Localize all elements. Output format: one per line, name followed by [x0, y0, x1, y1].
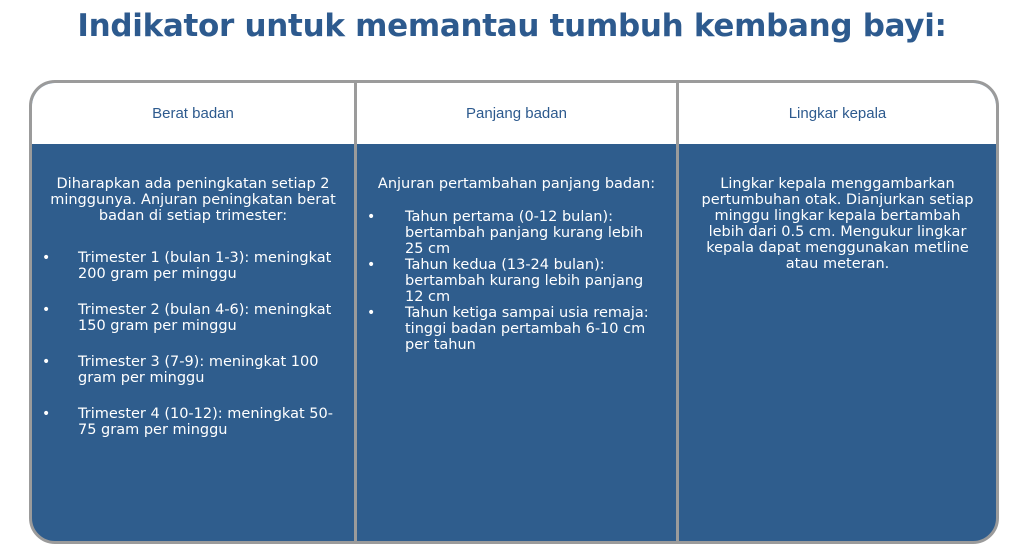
list-item: [367, 305, 666, 353]
column-weight: [32, 83, 357, 541]
column-body-length: [357, 144, 676, 353]
column-body-weight: [32, 144, 354, 438]
bullet-icon: •: [42, 406, 51, 422]
list-item: [42, 302, 344, 334]
list-item: [367, 257, 666, 305]
column-header-length: Panjang badan: [357, 83, 676, 144]
bullet-icon: •: [367, 305, 376, 321]
list-item-text: Tahun kedua (13-24 bulan): bertambah kurang lebih panjang 12 cm: [405, 257, 644, 305]
bullet-icon: •: [367, 257, 376, 273]
bullet-icon: •: [367, 209, 376, 225]
list-item: [42, 406, 344, 438]
length-list: [357, 209, 676, 353]
weight-list: [32, 250, 354, 438]
bullet-icon: •: [42, 354, 51, 370]
bullet-icon: •: [42, 250, 51, 266]
weight-intro: Diharapkan ada peningkatan setiap 2 minggunya. Anjuran peningkatan berat badan di setiap trimester:: [50, 176, 336, 224]
column-header-weight: Berat badan: [32, 83, 354, 144]
column-body-head-circumference: [679, 144, 996, 272]
bullet-icon: •: [42, 302, 51, 318]
column-length: [357, 83, 679, 541]
list-item-text: Trimester 2 (bulan 4-6): meningkat 150 gram per minggu: [78, 302, 332, 334]
list-item-text: Trimester 4 (10-12): meningkat 50-75 gram per minggu: [78, 406, 333, 438]
column-header-head-circumference: Lingkar kepala: [679, 83, 996, 144]
list-item: [42, 250, 344, 282]
list-item-text: Trimester 1 (bulan 1-3): meningkat 200 gram per minggu: [78, 250, 332, 282]
list-item-text: Tahun pertama (0-12 bulan): bertambah panjang kurang lebih 25 cm: [405, 209, 644, 257]
indicator-table: [29, 80, 999, 544]
list-item: [42, 354, 344, 386]
length-intro: Anjuran pertambahan panjang badan:: [377, 176, 656, 192]
list-item: [367, 209, 666, 257]
head-circumference-text: Lingkar kepala menggambarkan pertumbuhan otak. Dianjurkan setiap minggu lingkar kepala bertambah lebih dari 0.5 cm. Mengukur lingkar kepala dapat menggunakan metline atau meteran.: [701, 176, 974, 272]
list-item-text: Tahun ketiga sampai usia remaja: tinggi badan pertambah 6-10 cm per tahun: [405, 305, 649, 353]
list-item-text: Trimester 3 (7-9): meningkat 100 gram per minggu: [78, 354, 319, 386]
column-head-circumference: [679, 83, 996, 541]
page-title: Indikator untuk memantau tumbuh kembang bayi:: [77, 8, 947, 44]
